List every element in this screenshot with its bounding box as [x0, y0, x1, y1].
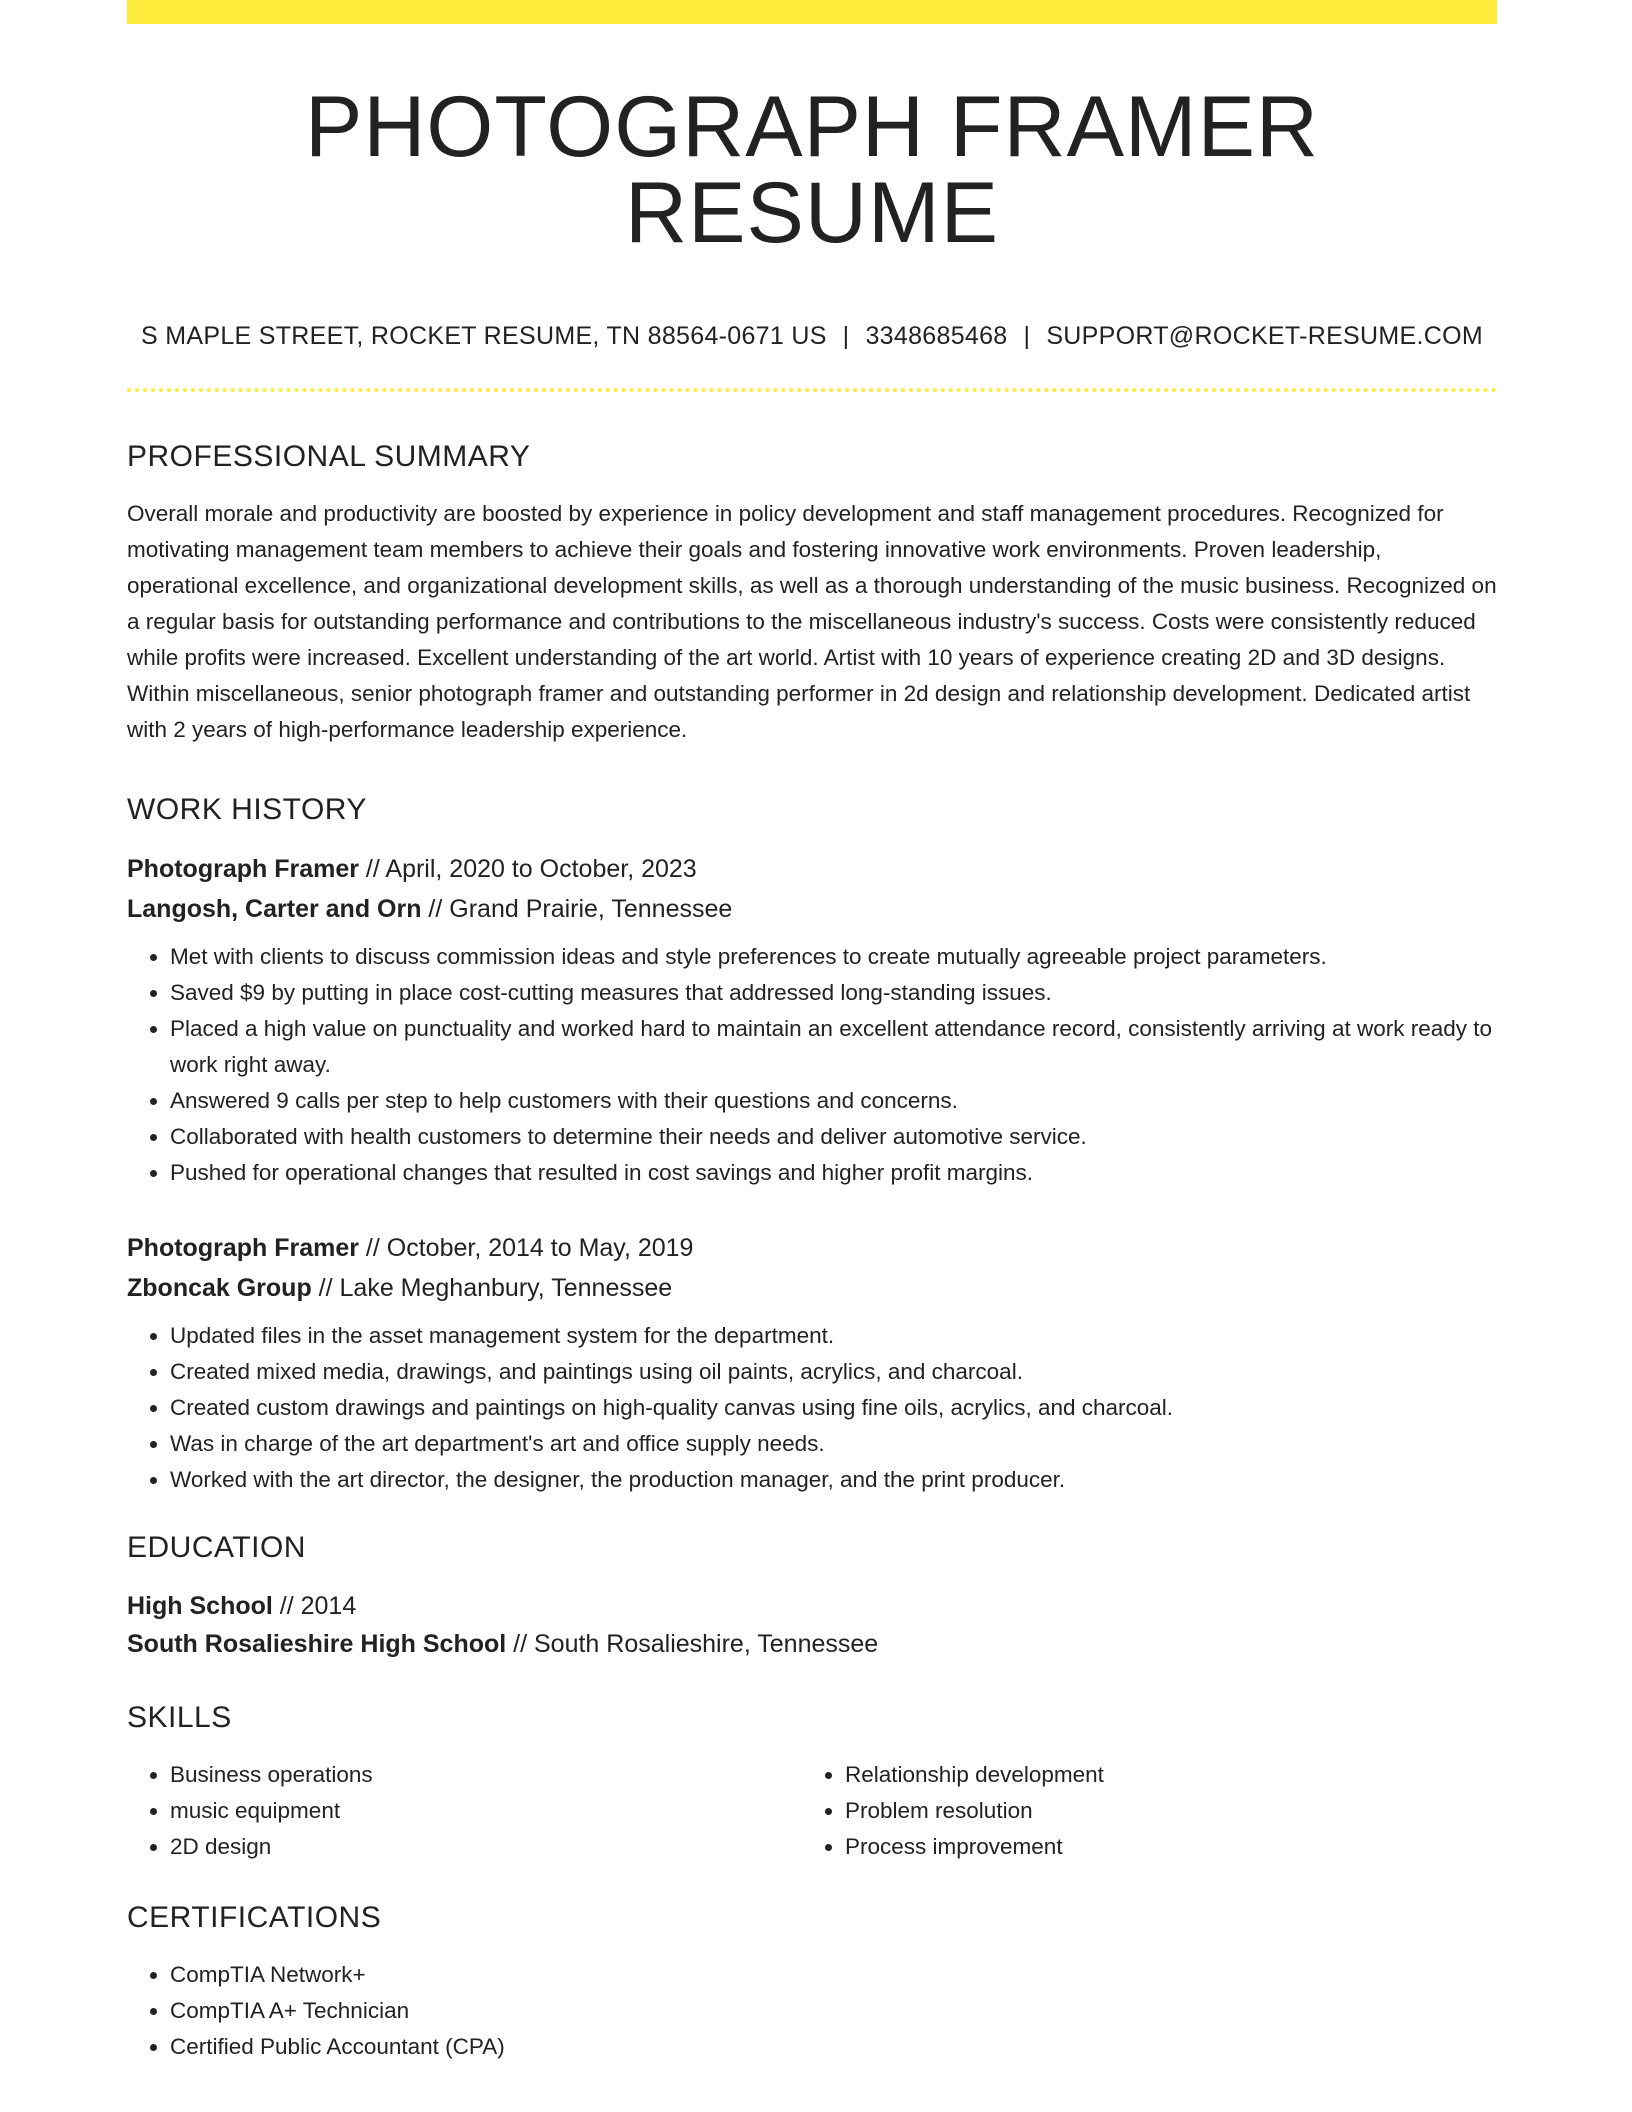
section-title-skills: SKILLS	[127, 1701, 232, 1734]
certification-list	[127, 1957, 1497, 2065]
education-location: // South Rosalieshire, Tennessee	[506, 1630, 879, 1658]
education-degree: High School	[127, 1592, 273, 1620]
skills-list	[802, 1757, 1477, 1865]
job-company: Zboncak Group	[127, 1274, 312, 1302]
skills-list	[127, 1757, 802, 1865]
education-entry	[127, 1587, 1497, 1663]
resume-title: PHOTOGRAPH FRAMER RESUME	[304, 79, 1320, 261]
resume-page	[127, 0, 1497, 2065]
job-bullet-list	[127, 939, 1497, 1191]
job-dates: // April, 2020 to October, 2023	[358, 855, 697, 883]
job-entry	[127, 1228, 1497, 1498]
education-degree-line	[127, 1587, 1497, 1625]
contact-line	[127, 324, 1497, 349]
job-bullet: • Met with clients to discuss commission ideas and style preferences to create mutually agreeable project parameters.	[170, 939, 1497, 975]
job-company-line	[127, 889, 1497, 929]
job-entry	[127, 849, 1497, 1191]
summary-paragraph: Overall morale and productivity are boosted by experience in policy development and staff management procedures. Recognized for motivating management team members to achieve their goals and fostering innovative work environments. Proven leadership, operational excellence, and organizational development skills, as well as a thorough understanding of the music business. Recognized on a regular basis for outstanding performance and contributions to the miscellaneous industry's success. Costs were consistently reduced while profits were increased. Excellent understanding of the art world. Artist with 10 years of experience creating 2D and 3D designs. Within miscellaneous, senior photograph framer and outstanding performer in 2d design and relationship development. Dedicated artist with 2 years of high-performance leadership experience.	[127, 501, 1497, 742]
job-title-line	[127, 849, 1497, 889]
certification-item: • Certified Public Accountant (CPA)	[170, 2029, 1497, 2065]
job-company-line	[127, 1268, 1497, 1308]
job-bullet: • Answered 9 calls per step to help customers with their questions and concerns.	[170, 1083, 1497, 1119]
contact-separator: |	[842, 322, 850, 350]
job-bullet: • Saved $9 by putting in place cost-cutting measures that addressed long-standing issues.	[170, 975, 1497, 1011]
skill-item: • Relationship development	[845, 1757, 1477, 1793]
job-role: Photograph Framer	[127, 855, 359, 883]
job-title-line	[127, 1228, 1497, 1268]
job-bullet: • Placed a high value on punctuality and worked hard to maintain an excellent attendance record, consistently arriving at work ready to work right away.	[170, 1011, 1497, 1083]
skills-column-left	[127, 1757, 802, 1865]
education-school-line	[127, 1625, 1497, 1663]
education-year: // 2014	[272, 1592, 357, 1620]
skills-column-right	[802, 1757, 1477, 1865]
job-bullet: • Pushed for operational changes that resulted in cost savings and higher profit margins.	[170, 1155, 1497, 1191]
job-bullet: • Created custom drawings and paintings on high-quality canvas using fine oils, acrylics, and charcoal.	[170, 1390, 1497, 1426]
job-location: // Lake Meghanbury, Tennessee	[311, 1274, 673, 1302]
job-bullet: • Updated files in the asset management system for the department.	[170, 1318, 1497, 1354]
job-bullet: • Collaborated with health customers to determine their needs and deliver automotive service.	[170, 1119, 1497, 1155]
dotted-divider	[127, 388, 1497, 392]
section-title-education: EDUCATION	[127, 1531, 306, 1564]
job-bullet: • Worked with the art director, the designer, the production manager, and the print producer.	[170, 1462, 1497, 1498]
top-accent-bar	[127, 0, 1497, 24]
job-dates: // October, 2014 to May, 2019	[358, 1234, 694, 1262]
section-title-summary: PROFESSIONAL SUMMARY	[127, 440, 531, 473]
certification-item: • CompTIA Network+	[170, 1957, 1497, 1993]
section-title-certifications: CERTIFICATIONS	[127, 1901, 382, 1934]
certification-item: • CompTIA A+ Technician	[170, 1993, 1497, 2029]
contact-email[interactable]: SUPPORT@ROCKET-RESUME.COM	[1046, 322, 1483, 350]
education-school: South Rosalieshire High School	[127, 1630, 507, 1658]
skill-item: • music equipment	[170, 1793, 802, 1829]
contact-address: S MAPLE STREET, ROCKET RESUME, TN 88564-0671 US	[141, 322, 827, 350]
job-bullet: • Created mixed media, drawings, and paintings using oil paints, acrylics, and charcoal.	[170, 1354, 1497, 1390]
section-title-work-history: WORK HISTORY	[127, 793, 367, 826]
skills-columns	[127, 1757, 1497, 1865]
skill-item: • Business operations	[170, 1757, 802, 1793]
job-bullet-list	[127, 1318, 1497, 1498]
skill-item: • 2D design	[170, 1829, 802, 1865]
skill-item: • Process improvement	[845, 1829, 1477, 1865]
skill-item: • Problem resolution	[845, 1793, 1477, 1829]
contact-separator: |	[1023, 322, 1031, 350]
contact-phone: 3348685468	[865, 322, 1008, 350]
job-role: Photograph Framer	[127, 1234, 359, 1262]
job-company: Langosh, Carter and Orn	[127, 895, 422, 923]
job-bullet: • Was in charge of the art department's art and office supply needs.	[170, 1426, 1497, 1462]
job-location: // Grand Prairie, Tennessee	[421, 895, 733, 923]
